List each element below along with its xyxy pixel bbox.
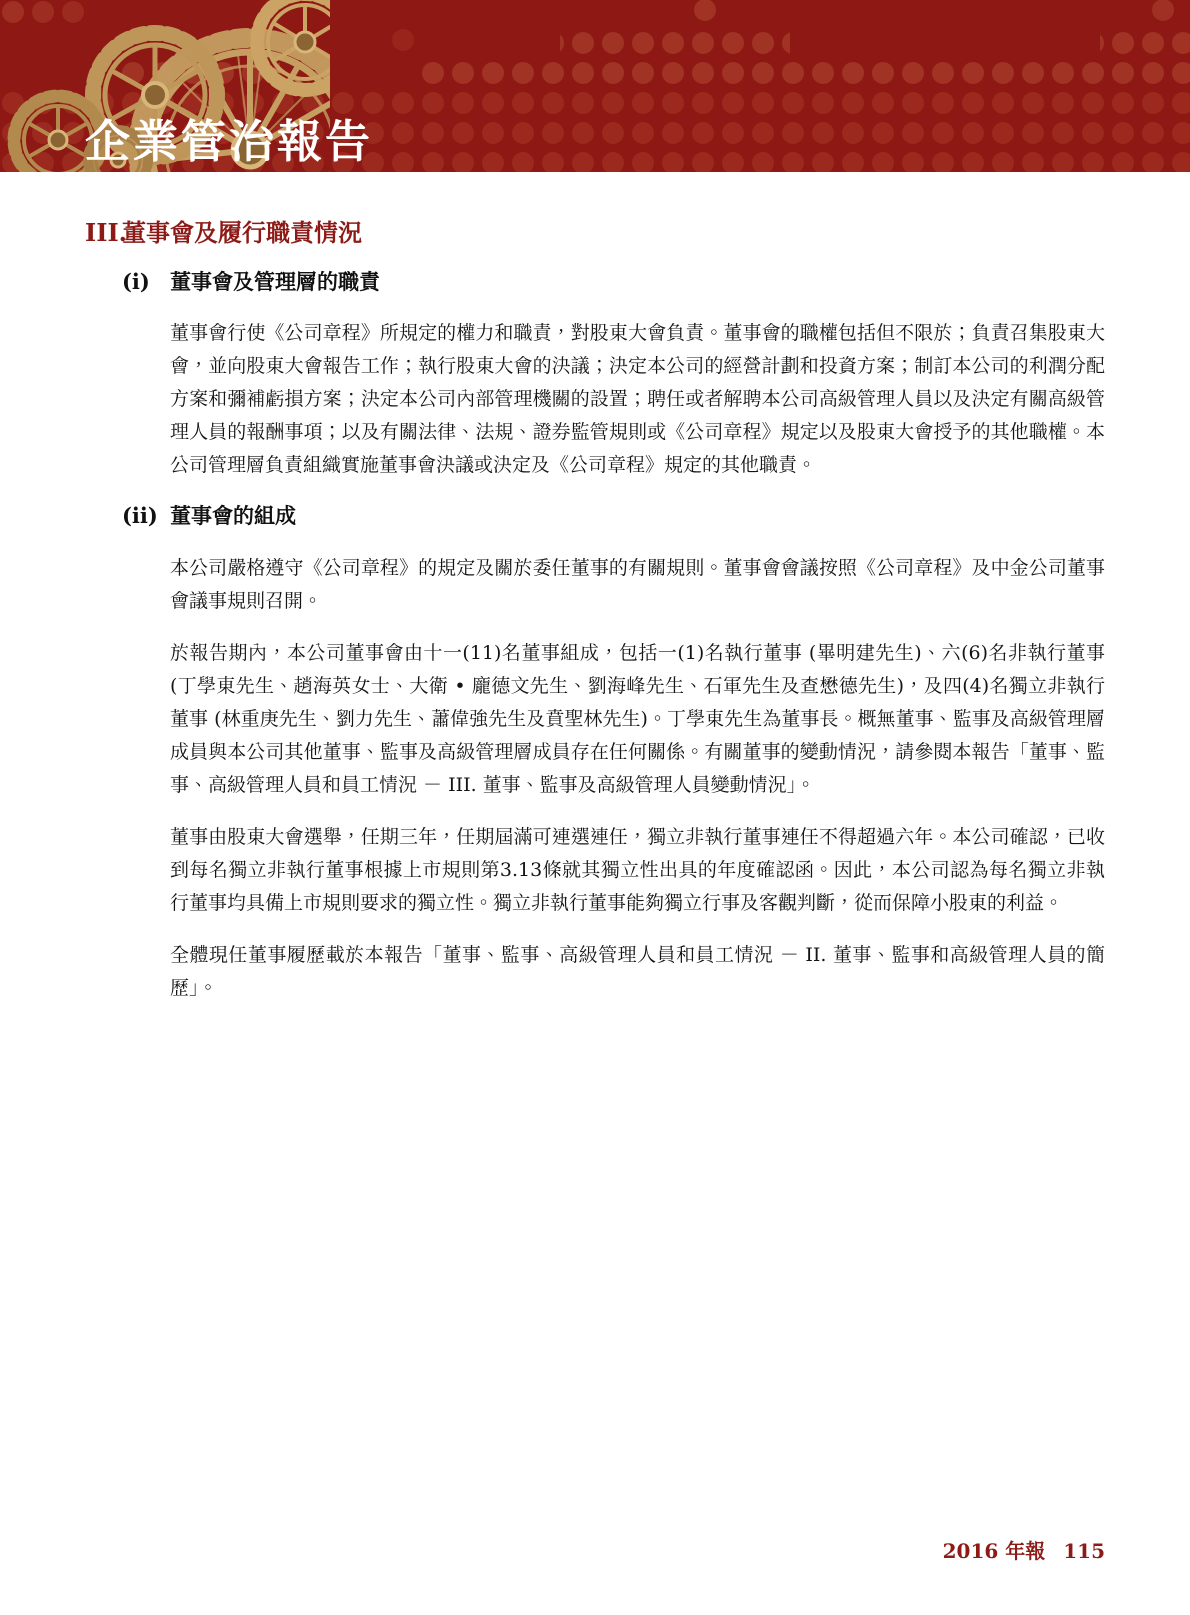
- section-iii-title: 董事會及履行職責情況: [122, 218, 362, 247]
- paragraph: 董事會行使《公司章程》所規定的權力和職責，對股東大會負責。董事會的職權包括但不限於；負責召集股東大會，並向股東大會報告工作；執行股東大會的決議；決定本公司的經營計劃和投資方案；制訂本公司的利潤分配方案和彌補虧損方案；決定本公司內部管理機關的設置；聘任或者解聘本公司高級管理人員以及決定有關高級管理人員的報酬事項；以及有關法律、法規、證券監管規則或《公司章程》規定以及股東大會授予的其他職權。本公司管理層負責組織實施董事會決議或決定及《公司章程》規定的其他職責。: [170, 322, 1105, 477]
- subsection-i: [122, 268, 1105, 482]
- page-title: 企業管治報告: [85, 115, 374, 168]
- page-footer: [943, 1535, 1105, 1564]
- subsection-ii-title: 董事會的組成: [170, 503, 296, 529]
- subsection-ii: [122, 502, 1105, 1004]
- subsection-i-number: (i): [122, 269, 150, 294]
- paragraph: 全體現任董事履歷載於本報告「董事、監事、高級管理人員和員工情況 － II. 董事、監事和高級管理人員的簡歷」。: [170, 943, 1105, 999]
- document-body: [0, 218, 1190, 1005]
- paragraph: 董事由股東大會選舉，任期三年，任期屆滿可連選連任，獨立非執行董事連任不得超過六年。本公司確認，已收到每名獨立非執行董事根據上市規則第3.13條就其獨立性出具的年度確認函。因此，本公司認為每名獨立非執行董事均具備上市規則要求的獨立性。獨立非執行董事能夠獨立行事及客觀判斷，從而保障小股東的利益。: [170, 825, 1105, 914]
- section-iii-number: III.: [85, 218, 128, 247]
- section-iii-heading: [85, 218, 1105, 248]
- paragraph: 於報告期內，本公司董事會由十一(11)名董事組成，包括一(1)名執行董事 (畢明建先生)、六(6)名非執行董事 (丁學東先生、趙海英女士、大衛 • 龐德文先生、劉海峰先生、石軍先生及查懋德先生)，及四(4)名獨立非執行董事 (林重庚先生、劉力先生、蕭偉強先生及賁聖林先生)。丁學東先生為董事長。概無董事、監事及高級管理層成員與本公司其他董事、監事及高級管理層成員存在任何關係。有關董事的變動情況，請參閱本報告「董事、監事、高級管理人員和員工情況 － III. 董事、監事及高級管理人員變動情況」。: [170, 641, 1105, 796]
- subsection-ii-number: (ii): [122, 503, 158, 529]
- subsection-ii-heading: [122, 502, 1105, 529]
- subsection-i-body: [170, 317, 1105, 482]
- subsection-i-heading: [122, 268, 1105, 295]
- page-number: 115: [1063, 1539, 1105, 1563]
- subsection-i-title: 董事會及管理層的職責: [170, 269, 380, 294]
- paragraph: 本公司嚴格遵守《公司章程》的規定及關於委任董事的有關規則。董事會會議按照《公司章程》及中金公司董事會議事規則召開。: [170, 556, 1105, 612]
- page-banner: [0, 0, 1190, 172]
- subsection-ii-body: [170, 552, 1105, 1005]
- report-year-label: 2016 年報: [942, 1539, 1046, 1563]
